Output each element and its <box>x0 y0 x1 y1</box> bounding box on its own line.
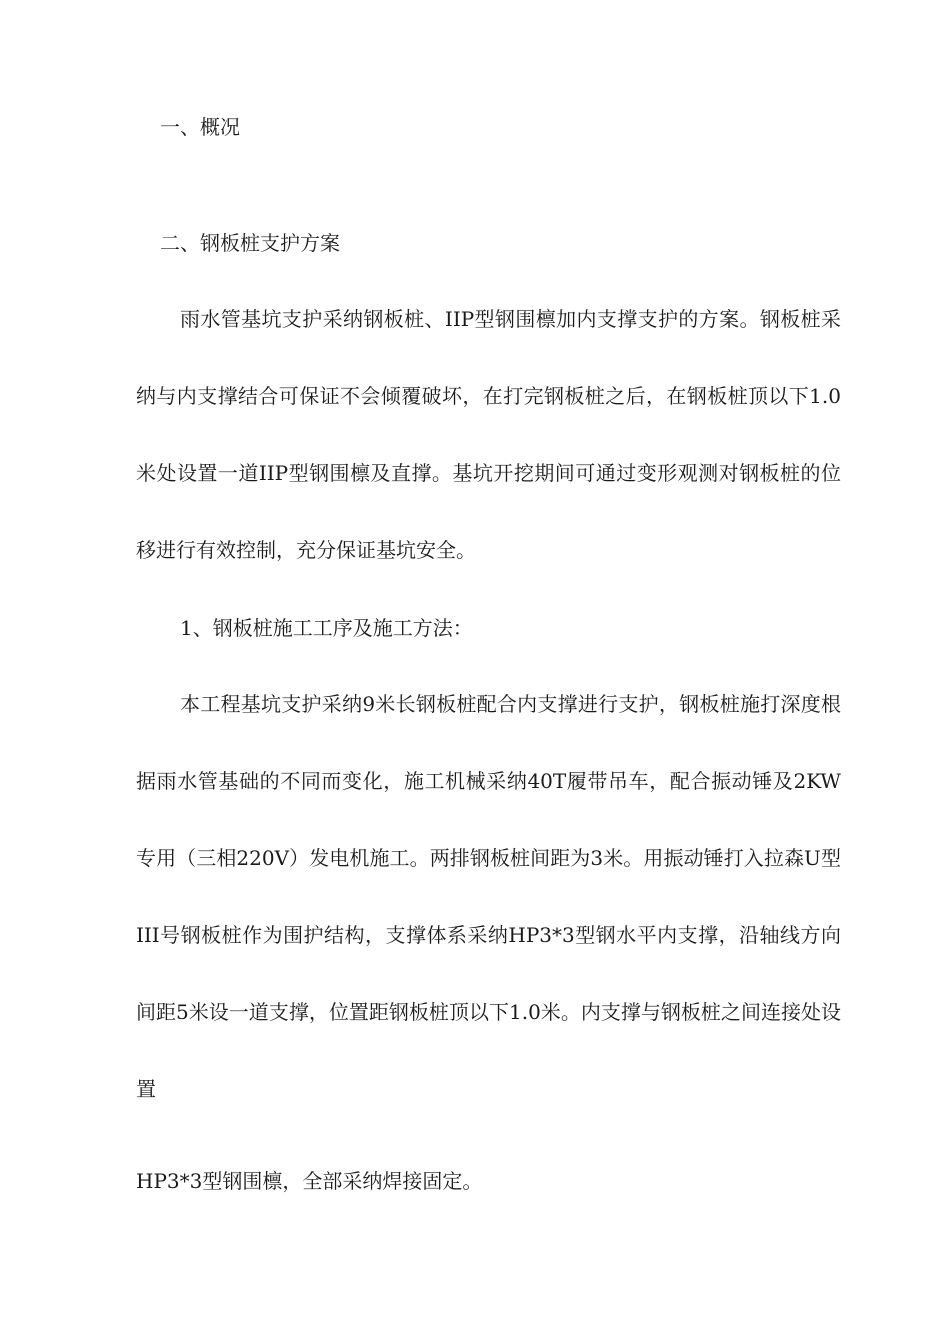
paragraph-construction-method: 本工程基坑支护采纳9米长钢板桩配合内支撑进行支护，钢板桩施打深度根据雨水管基础的不同而变化，施工机械采纳40T履带吊车，配合振动锤及2KW专用（三相220V）发电机施工。两排钢板桩间距为3米。用振动锤打入拉森U型III号钢板桩作为围护结构，支撑体系采纳HP3*3型钢水平内支撑，沿轴线方向间距5米设一道支撑，位置距钢板桩顶以下1.0米。内支撑与钢板桩之间连接处设置 <box>136 692 841 1101</box>
paragraph-scheme-description: 雨水管基坑支护采纳钢板桩、IIP型钢围檩加内支撑支护的方案。钢板桩采纳与内支撑结合可保证不会倾覆破坏，在打完钢板桩之后，在钢板桩顶以下1.0米处设置一道IIP型钢围檩及直撑。基坑开挖期间可通过变形观测对钢板桩的位移进行有效控制，充分保证基坑安全。 <box>136 307 841 562</box>
section-heading-overview: 一、概况 <box>160 115 240 139</box>
section-heading-sheet-pile-scheme: 二、钢板桩支护方案 <box>160 231 340 255</box>
subheading-construction-process: 1、钢板桩施工工序及施工方法： <box>180 616 473 640</box>
paragraph-construction-method-tail: HP3*3型钢围檩，全部采纳焊接固定。 <box>136 1169 483 1193</box>
